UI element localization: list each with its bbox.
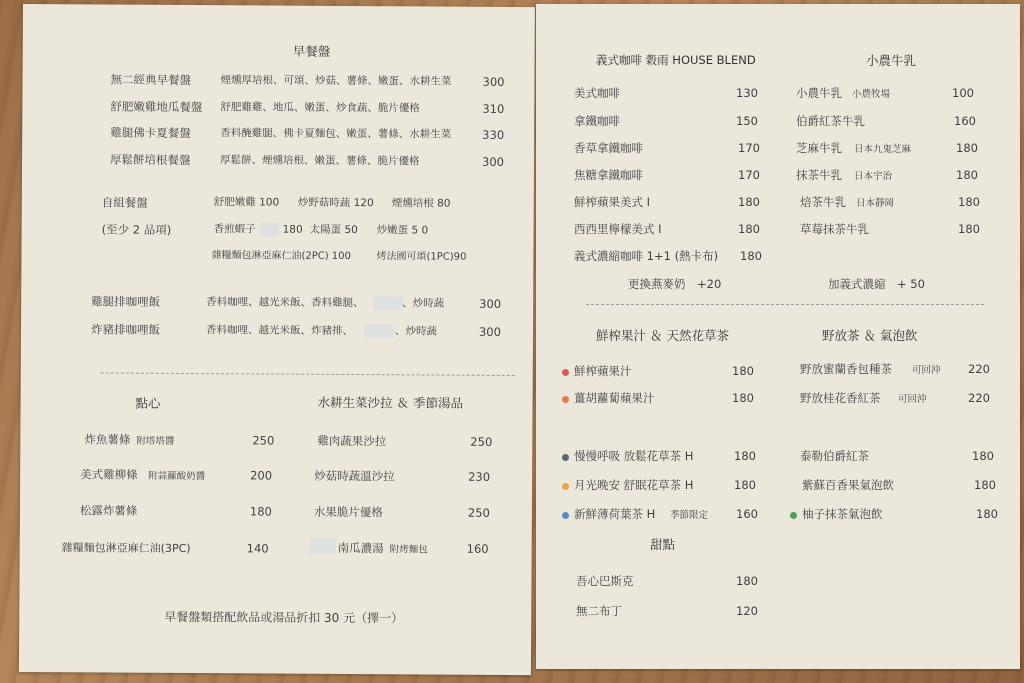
dessert-item-price: 120 — [736, 604, 758, 618]
coffee-item-name: 拿鐵咖啡 — [574, 114, 620, 128]
breakfast-item-desc: 香料醃雞腿、佛卡夏麵包、嫩蛋、薯條、水耕生菜 — [220, 127, 452, 141]
milk-item-name: 草莓抹茶牛乳 — [800, 222, 869, 236]
coffee-item-name: 美式咖啡 — [574, 86, 620, 100]
salad-item-price: 250 — [467, 505, 490, 520]
combo-option: 舒肥嫩雞 100 — [213, 196, 280, 209]
wild-item-price: 180 — [976, 507, 998, 521]
dessert-item-price: 180 — [736, 574, 758, 588]
menu-page-right — [536, 4, 1020, 669]
color-dot-icon — [562, 396, 569, 403]
curry-item-desc: 、炒時蔬 — [402, 297, 445, 310]
milk-title: 小農牛乳 — [866, 53, 917, 68]
wild-item-price: 220 — [968, 362, 990, 376]
curry-item-price: 300 — [478, 324, 502, 339]
salad-item-name: 水果脆片優格 — [313, 504, 383, 520]
breakfast-title: 早餐盤 — [292, 43, 331, 59]
combo-option: 煙燻培根 80 — [391, 197, 451, 210]
color-dot-icon — [790, 512, 797, 519]
combo-option: 香煎蝦子 — [213, 223, 256, 236]
coffee-item-price: 130 — [736, 86, 758, 100]
juice-title: 鮮榨果汁 ＆ 天然花草茶 — [596, 328, 729, 343]
snack-item-note: 附塔塔醬 — [136, 435, 175, 447]
juice-item-price: 180 — [734, 449, 756, 463]
breakfast-item-name: 舒肥嫩雞地瓜餐盤 — [110, 99, 203, 115]
milk-item-note: 小農牧場 — [852, 89, 891, 100]
curry-item-desc: 香料咖哩、越光米飯、香料雞腿、 — [206, 296, 364, 310]
salad-item-name: 炒菇時蔬溫沙拉 — [314, 468, 395, 484]
snack-item-note: 附蒜蘿酸奶醬 — [148, 470, 206, 483]
juice-item-price: 180 — [734, 478, 756, 492]
breakfast-item-name: 無二經典早餐盤 — [110, 72, 192, 88]
breakfast-item-name: 厚鬆餅培根餐盤 — [110, 152, 191, 168]
combo-option: 炒嫩蛋 5 0 — [376, 224, 429, 237]
juice-item-name: 新鮮薄荷葉茶 H — [574, 507, 656, 521]
curry-item-name: 雞腿排咖哩飯 — [91, 294, 161, 309]
combo-option: 太陽蛋 50 — [309, 223, 358, 237]
snack-item-price: 140 — [246, 541, 269, 556]
salad-item-price: 250 — [470, 434, 493, 449]
menu-page-left — [19, 4, 535, 675]
discount-note: 早餐盤類搭配飲品或湯品折扣 30 元（擇一） — [164, 609, 404, 626]
snack-item-price: 250 — [252, 433, 275, 448]
snacks-title: 點心 — [135, 395, 161, 411]
milk-item-price: 180 — [956, 168, 978, 182]
breakfast-item-price: 300 — [482, 74, 505, 89]
juice-item-name: 薑胡蘿蔔蘋果汁 — [574, 391, 655, 405]
juice-item-price: 180 — [732, 391, 754, 405]
breakfast-item-price: 330 — [482, 127, 505, 142]
snack-item-price: 180 — [249, 504, 272, 519]
milk-item-price: 100 — [952, 86, 974, 100]
breakfast-item-desc: 舒肥雞雞、地瓜、嫩蛋、炒食蔬、脆片優格 — [220, 101, 420, 115]
salad-item-name: 雞肉蔬果沙拉 — [317, 433, 387, 449]
curry-item-desc: 、炒時蔬 — [394, 325, 438, 338]
juice-item-price: 180 — [732, 364, 754, 378]
obscured-text — [373, 296, 403, 310]
dessert-item-name: 吾心巴斯克 — [576, 574, 634, 588]
coffee-item-name: 西西里檸檬美式 I — [574, 222, 662, 236]
juice-item-name: 鮮榨蘋果汁 — [574, 364, 632, 378]
salad-item-price: 230 — [468, 469, 491, 484]
coffee-item-price: 180 — [738, 222, 760, 236]
wild-item-name: 柚子抹茶氣泡飲 — [802, 507, 883, 521]
snack-item-name: 雜糧麵包淋亞麻仁油(3PC) — [61, 541, 191, 556]
juice-item-note: 季節限定 — [670, 510, 709, 521]
milk-item-name: 芝麻牛乳 — [796, 141, 842, 155]
combo-option: 雜糧麵包淋亞麻仁油(2PC) 100 — [211, 250, 351, 263]
oat-milk-upgrade: 更換燕麥奶 +20 — [628, 277, 722, 291]
milk-item-price: 160 — [954, 114, 976, 128]
snack-item-price: 200 — [250, 468, 273, 483]
coffee-item-price: 180 — [740, 249, 762, 263]
wild-item-note: 可回沖 — [912, 365, 941, 376]
dessert-title: 甜點 — [650, 537, 676, 552]
juice-item-price: 160 — [736, 507, 758, 521]
combo-option: 烤法國可頌(1PC)90 — [376, 251, 467, 263]
coffee-item-price: 180 — [738, 195, 760, 209]
breakfast-item-desc: 煙燻厚培根、可頌、炒菇、薯條、嫩蛋、水耕生菜 — [220, 74, 452, 88]
milk-item-note: 日本九鬼芝麻 — [854, 144, 912, 155]
wild-item-name: 野放蜜蘭香包種茶 — [800, 362, 892, 376]
coffee-item-name: 焦糖拿鐵咖啡 — [574, 168, 643, 182]
wild-item-note: 可回沖 — [898, 394, 927, 405]
combo-option: 炒野菇時蔬 120 — [297, 196, 374, 210]
wild-item-price: 180 — [972, 449, 994, 463]
coffee-item-name: 香草拿鐵咖啡 — [574, 141, 643, 155]
snack-item-name: 松露炸薯條 — [79, 503, 138, 518]
wild-item-name: 野放桂花香紅茶 — [800, 391, 881, 405]
breakfast-item-price: 300 — [482, 154, 505, 169]
salad-item-name: 南瓜濃湯 — [337, 540, 384, 556]
wild-item-name: 紫蘇百香果氣泡飲 — [802, 478, 894, 492]
curry-item-price: 300 — [479, 296, 502, 311]
obscured-text — [364, 324, 394, 338]
snack-item-name: 美式雞柳條 — [80, 467, 138, 482]
salad-item-note: 附烤麵包 — [389, 544, 428, 556]
wild-tea-title: 野放茶 ＆ 氣泡飲 — [822, 328, 918, 343]
milk-item-name: 焙茶牛乳 — [800, 195, 846, 209]
breakfast-item-desc: 厚鬆餅、煙燻培根、嫩蛋、薯條、脆片優格 — [220, 154, 420, 168]
combo-title: 自組餐盤 — [101, 195, 148, 210]
color-dot-icon — [562, 483, 569, 490]
salad-item-price: 160 — [466, 541, 489, 556]
color-dot-icon — [562, 454, 569, 461]
milk-item-price: 180 — [958, 222, 980, 236]
milk-item-name: 伯爵紅茶牛乳 — [796, 114, 865, 128]
salads-title: 水耕生菜沙拉 ＆ 季節湯品 — [317, 394, 464, 411]
juice-item-name: 月光晚安 舒眠花草茶 H — [574, 478, 694, 492]
milk-item-price: 180 — [958, 195, 980, 209]
juice-item-name: 慢慢呼吸 放鬆花草茶 H — [574, 449, 694, 463]
coffee-item-name: 鮮榨蘋果美式 I — [574, 195, 651, 209]
milk-item-name: 抹茶牛乳 — [796, 168, 842, 182]
combo-option-price: 180 — [282, 223, 303, 236]
color-dot-icon — [562, 512, 569, 519]
section-divider — [101, 372, 515, 376]
wild-item-price: 180 — [974, 478, 996, 492]
coffee-item-name: 義式濃縮咖啡 1+1 (熱卡布) — [574, 249, 719, 263]
color-dot-icon — [562, 369, 569, 376]
breakfast-item-name: 雞腿佛卡夏餐盤 — [110, 125, 191, 141]
combo-note: (至少 2 品項) — [101, 222, 172, 237]
milk-item-note: 日本靜岡 — [856, 198, 895, 209]
snack-item-name: 炸魚薯條 — [84, 432, 131, 447]
wild-item-name: 泰勒伯爵紅茶 — [800, 449, 869, 463]
curry-item-name: 炸豬排咖哩飯 — [90, 322, 161, 337]
dessert-item-name: 無二布丁 — [576, 604, 622, 618]
section-divider — [586, 304, 984, 305]
milk-item-note: 日本宇治 — [854, 171, 893, 182]
breakfast-item-price: 310 — [482, 101, 505, 116]
obscured-text — [260, 222, 280, 236]
wild-item-price: 220 — [968, 391, 990, 405]
curry-item-desc: 香料咖哩、越光米飯、炸豬排、 — [205, 324, 354, 338]
coffee-item-price: 150 — [736, 114, 758, 128]
obscured-text — [310, 538, 336, 554]
coffee-title: 義式咖啡 穀雨 HOUSE BLEND — [596, 53, 756, 67]
coffee-item-price: 170 — [738, 141, 760, 155]
milk-item-price: 180 — [956, 141, 978, 155]
espresso-addon: 加義式濃縮 + 50 — [828, 277, 925, 291]
milk-item-name: 小農牛乳 — [796, 86, 842, 100]
coffee-item-price: 170 — [738, 168, 760, 182]
